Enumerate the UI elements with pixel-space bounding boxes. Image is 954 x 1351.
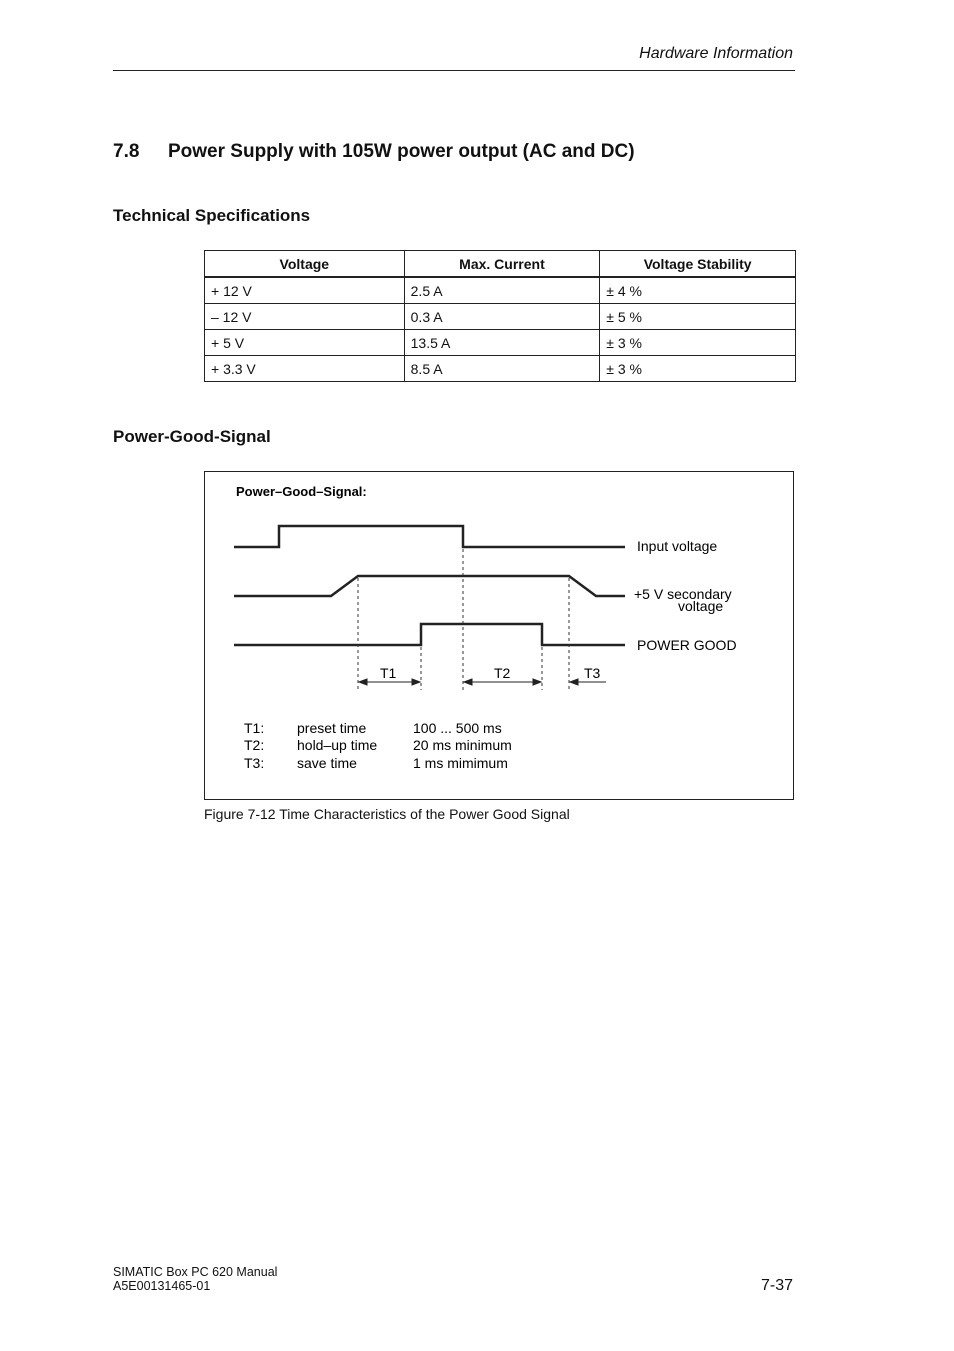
column-header: Max. Current: [404, 251, 600, 278]
footer-left: [113, 1265, 277, 1293]
table-cell: 0.3 A: [404, 304, 600, 330]
table-cell: + 3.3 V: [205, 356, 405, 382]
section-title: [113, 141, 635, 163]
input-voltage-waveform: [234, 526, 625, 547]
legend-key: T1:: [244, 720, 265, 736]
table-cell: – 12 V: [205, 304, 405, 330]
legend-name: preset time: [297, 720, 367, 736]
legend-name: hold–up time: [297, 737, 378, 753]
table-row: [205, 277, 796, 304]
t2-label: T2: [494, 665, 511, 681]
legend-value: 20 ms minimum: [413, 737, 512, 753]
timing-diagram: [205, 472, 793, 799]
footer-manual-title: SIMATIC Box PC 620 Manual: [113, 1265, 278, 1279]
column-header: Voltage Stability: [600, 251, 796, 278]
timing-figure-box: [204, 471, 794, 800]
section-title-text: Power Supply with 105W power output (AC and DC): [168, 141, 635, 162]
legend-value: 100 ... 500 ms: [413, 720, 502, 736]
table-cell: 8.5 A: [404, 356, 600, 382]
legend: [244, 720, 512, 771]
t1-label: T1: [380, 665, 397, 681]
secondary-voltage-waveform: [234, 576, 625, 596]
table-row: [205, 304, 796, 330]
tech-specs-heading: Technical Specifications: [113, 206, 311, 225]
table-cell: + 5 V: [205, 330, 405, 356]
legend-key: T3:: [244, 755, 265, 771]
power-good-heading: Power-Good-Signal: [113, 427, 271, 446]
table-header-row: [205, 251, 796, 278]
legend-value: 1 ms mimimum: [413, 755, 508, 771]
figure-caption: Figure 7-12 Time Characteristics of the Power Good Signal: [204, 806, 570, 822]
table-cell: ± 3 %: [600, 330, 796, 356]
legend-key: T2:: [244, 737, 265, 753]
column-header: Voltage: [205, 251, 405, 278]
table-cell: 2.5 A: [404, 277, 600, 304]
table-row: [205, 330, 796, 356]
input-voltage-label: Input voltage: [637, 538, 718, 554]
section-number: 7.8: [113, 141, 140, 162]
secondary-voltage-label-line1: +5 V secondary: [634, 586, 732, 602]
running-header: Hardware Information: [639, 45, 793, 62]
table-row: [205, 356, 796, 382]
tech-specs-table: [204, 250, 796, 382]
footer-order-number: A5E00131465-01: [113, 1279, 211, 1293]
table-cell: + 12 V: [205, 277, 405, 304]
table-cell: ± 4 %: [600, 277, 796, 304]
diagram-title: Power–Good–Signal:: [236, 484, 367, 499]
power-good-label: POWER GOOD: [637, 637, 737, 653]
secondary-voltage-label-line2: voltage: [678, 598, 724, 614]
page-number: 7-37: [760, 1277, 793, 1294]
table-cell: ± 3 %: [600, 356, 796, 382]
header-rule: [113, 70, 795, 71]
table-cell: ± 5 %: [600, 304, 796, 330]
t3-label: T3: [584, 665, 601, 681]
power-good-waveform: [234, 624, 625, 645]
table-cell: 13.5 A: [404, 330, 600, 356]
legend-name: save time: [297, 755, 357, 771]
